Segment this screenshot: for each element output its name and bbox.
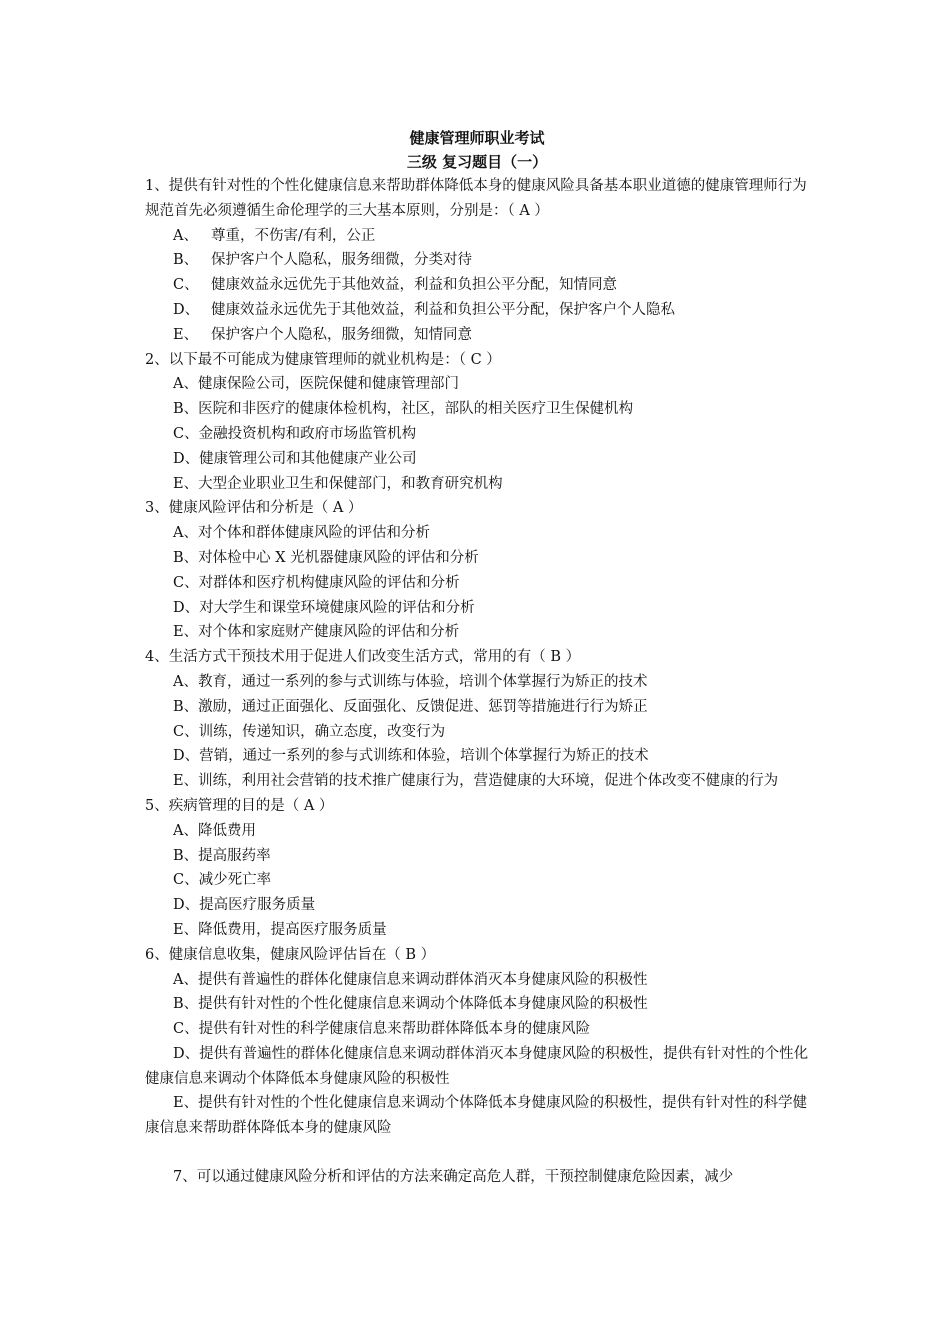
question-2-option-c: C、金融投资机构和政府市场监管机构 [173, 425, 417, 442]
question-6-option-b: B、提供有针对性的个性化健康信息来调动个体降低本身健康风险的积极性 [173, 996, 648, 1013]
document-page [145, 126, 809, 1190]
document-title: 健康管理师职业考试 [409, 129, 545, 147]
question-4-option-e: E、训练，利用社会营销的技术推广健康行为，营造健康的大环境，促进个体改变不健康的行为 [173, 773, 779, 790]
document-subtitle: 三级 复习题目（一） [406, 153, 548, 171]
question-5-option-c: C、减少死亡率 [173, 872, 272, 889]
question-5-option-e: E、降低费用，提高医疗服务质量 [173, 921, 387, 938]
question-2-option-b: B、医院和非医疗的健康体检机构，社区，部队的相关医疗卫生保健机构 [173, 401, 634, 418]
question-5: 5、疾病管理的目的是（ A ） [145, 797, 334, 814]
paragraph-gap [145, 1141, 809, 1165]
question-2-option-a: A、健康保险公司，医院保健和健康管理部门 [173, 376, 459, 393]
question-6: 6、健康信息收集，健康风险评估旨在（ B ） [145, 946, 436, 963]
question-3-option-a: A、对个体和群体健康风险的评估和分析 [173, 525, 430, 542]
question-6-option-c: C、提供有针对性的科学健康信息来帮助群体降低本身的健康风险 [173, 1021, 591, 1038]
question-2-option-d: D、健康管理公司和其他健康产业公司 [173, 450, 417, 467]
question-1-option-a: A、 尊重，不伤害/有利，公正 [173, 227, 376, 244]
question-4-option-b: B、激励，通过正面强化、反面强化、反馈促进、惩罚等措施进行行为矫正 [173, 698, 648, 715]
question-7: 7、可以通过健康风险分析和评估的方法来确定高危人群，干预控制健康危险因素，减少 [173, 1169, 734, 1186]
question-2: 2、以下最不可能成为健康管理师的就业机构是：（ C ） [145, 351, 501, 368]
question-2-option-e: E、大型企业职业卫生和保健部门，和教育研究机构 [173, 475, 503, 492]
question-6-option-e: E、提供有针对性的个性化健康信息来调动个体降低本身健康风险的积极性，提供有针对性的科学健康信息来帮助群体降低本身的健康风险 [145, 1095, 808, 1137]
question-4: 4、生活方式干预技术用于促进人们改变生活方式，常用的有（ B ） [145, 649, 581, 666]
question-5-option-a: A、降低费用 [173, 822, 256, 839]
question-3-option-e: E、对个体和家庭财产健康风险的评估和分析 [173, 624, 460, 641]
question-5-option-d: D、提高医疗服务质量 [173, 897, 316, 914]
question-4-option-a: A、教育，通过一系列的参与式训练与体验，培训个体掌握行为矫正的技术 [173, 673, 648, 690]
question-6-option-d: D、提供有普遍性的群体化健康信息来调动群体消灭本身健康风险的积极性，提供有针对性的个性化健康信息来调动个体降低本身健康风险的积极性 [145, 1045, 809, 1087]
question-1-option-d: D、 健康效益永远优先于其他效益，利益和负担公平分配，保护客户个人隐私 [173, 301, 675, 318]
question-1-option-e: E、 保护客户个人隐私，服务细微，知情同意 [173, 326, 472, 343]
question-4-option-d: D、营销，通过一系列的参与式训练和体验，培训个体掌握行为矫正的技术 [173, 748, 649, 765]
question-1: 1、提供有针对性的个性化健康信息来帮助群体降低本身的健康风险具备基本职业道德的健康管理师行为规范首先必须遵循生命伦理学的三大基本原则，分别是：（ A ） [145, 178, 807, 219]
question-3-option-b: B、对体检中心 X 光机器健康风险的评估和分析 [173, 549, 479, 566]
question-3-option-d: D、对大学生和课堂环境健康风险的评估和分析 [173, 599, 475, 616]
question-1-option-b: B、 保护客户个人隐私，服务细微，分类对待 [173, 252, 472, 269]
question-6-option-a: A、提供有普遍性的群体化健康信息来调动群体消灭本身健康风险的积极性 [173, 971, 648, 988]
question-4-option-c: C、训练，传递知识，确立态度，改变行为 [173, 723, 446, 740]
question-3: 3、健康风险评估和分析是（ A ） [145, 500, 363, 517]
question-3-option-c: C、对群体和医疗机构健康风险的评估和分析 [173, 574, 460, 591]
question-1-option-c: C、 健康效益永远优先于其他效益，利益和负担公平分配，知情同意 [173, 277, 617, 294]
question-5-option-b: B、提高服药率 [173, 847, 271, 864]
